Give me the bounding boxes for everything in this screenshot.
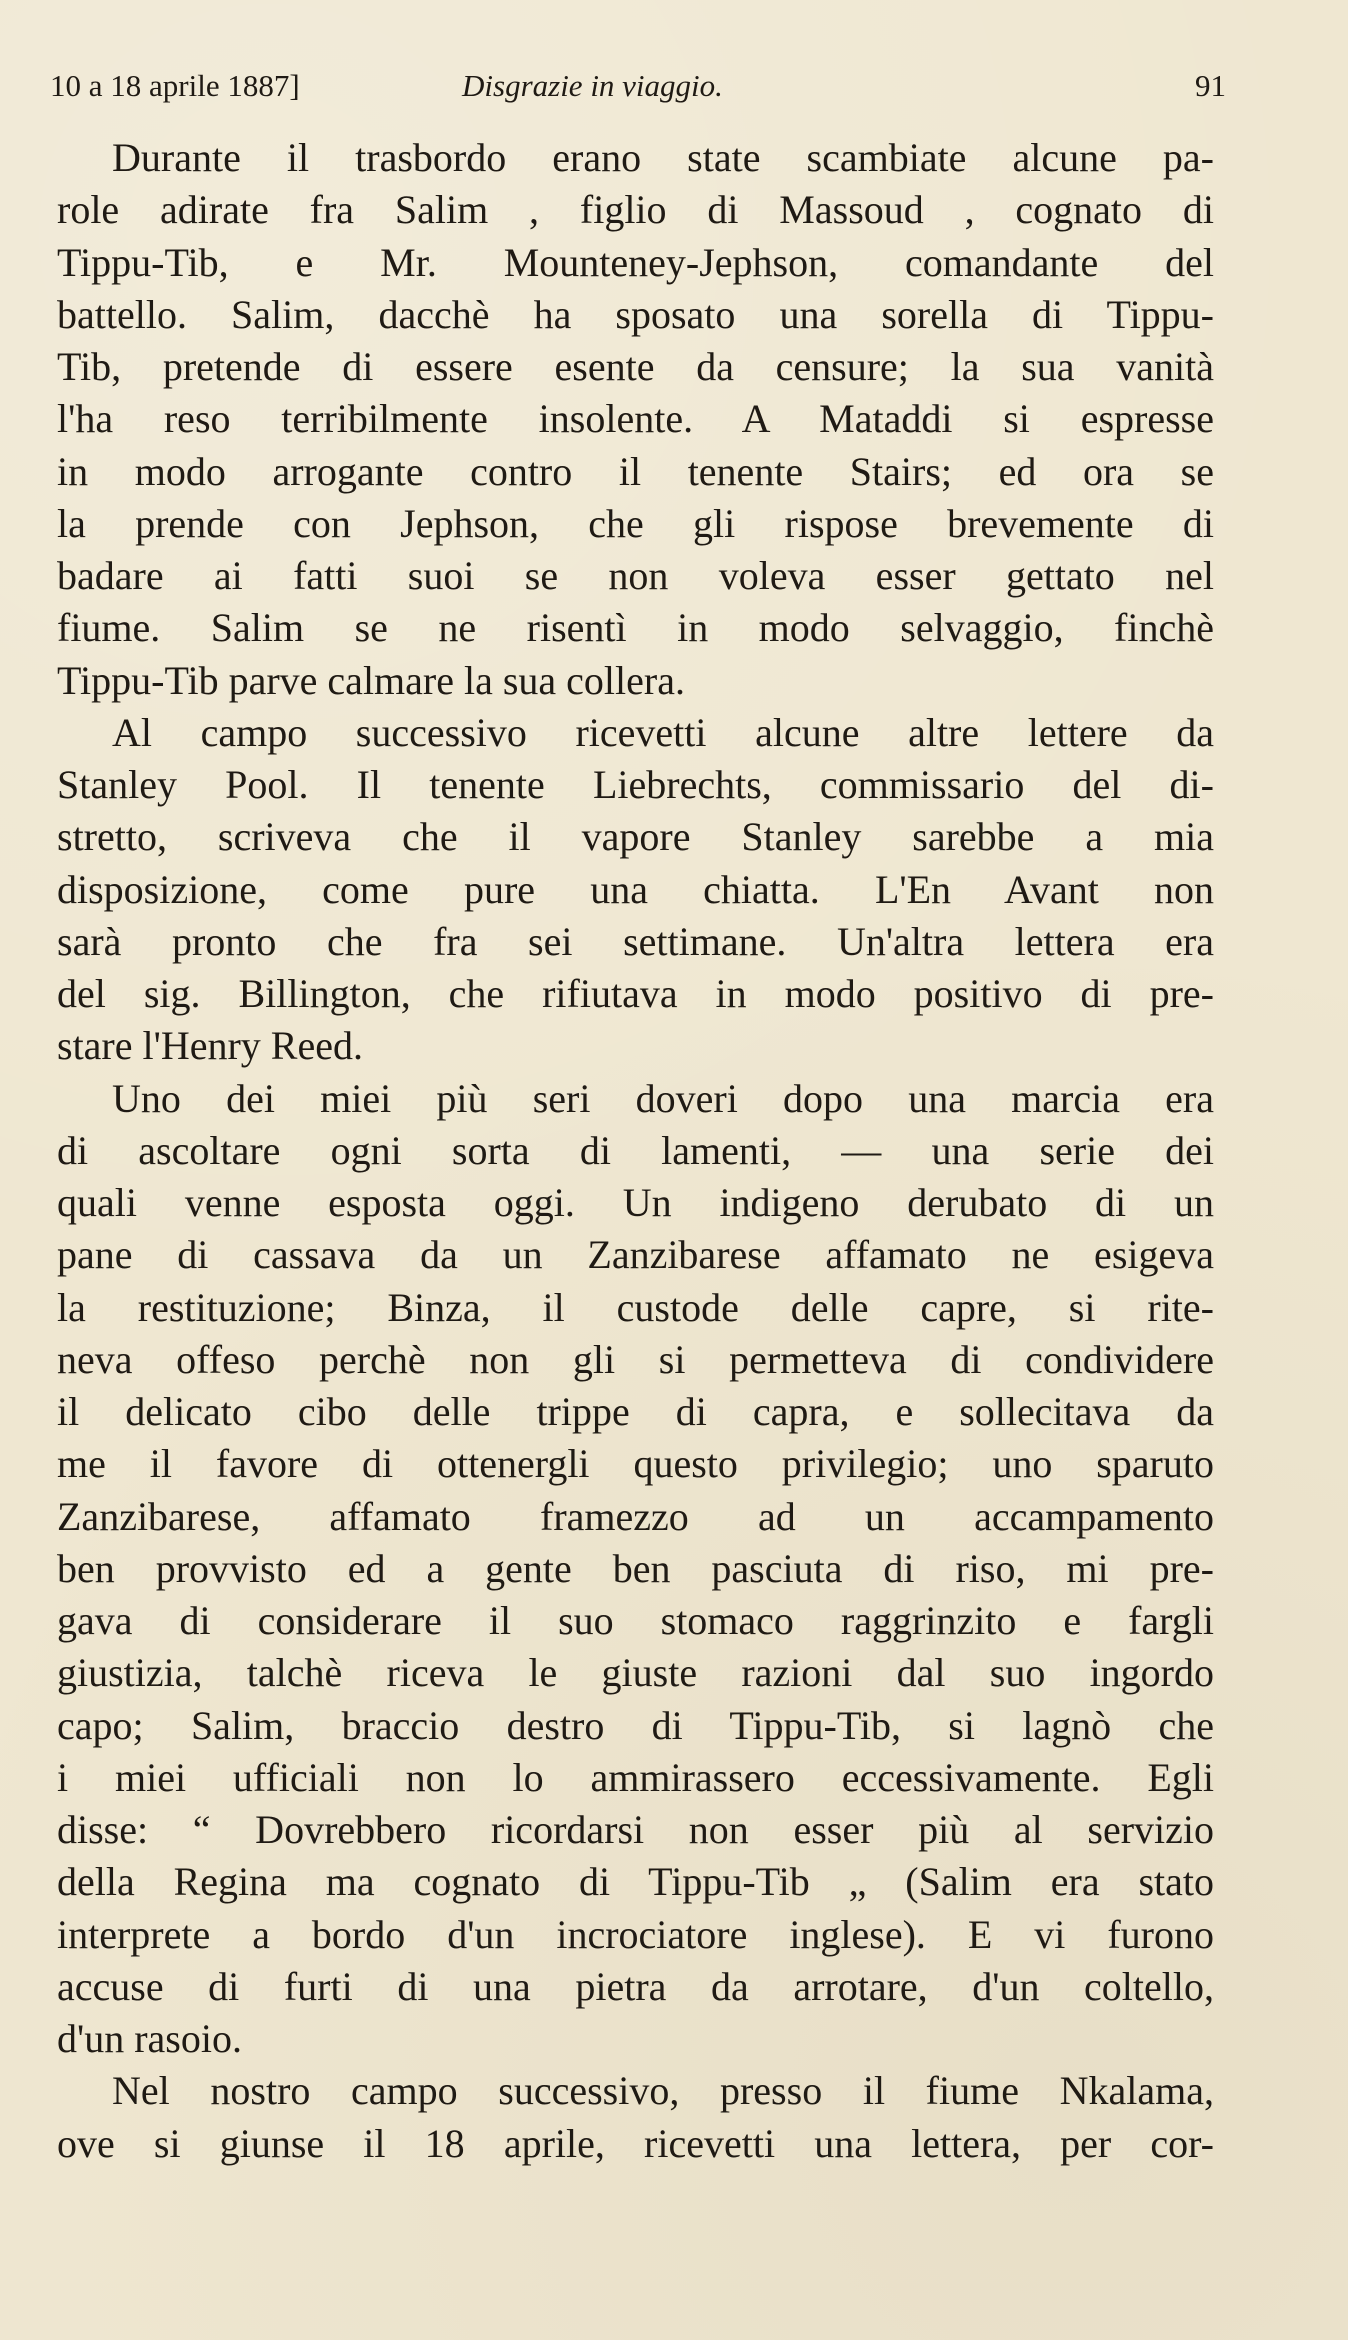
- text-line: di ascoltare ogni sorta di lamenti, — una serie dei: [57, 1127, 1214, 1173]
- text-line: il delicato cibo delle trippe di capra, e sollecitava da: [57, 1389, 1214, 1434]
- body-text: [57, 132, 1214, 2170]
- header-date-range: 10 a 18 aprile 1887]: [50, 68, 300, 103]
- text-line: ove si giunse il 18 aprile, ricevetti una lettera, per cor-: [57, 2120, 1214, 2166]
- text-line: quali venne esposta oggi. Un indigeno derubato di un: [57, 1180, 1214, 1225]
- text-line: in modo arrogante contro il tenente Stairs; ed ora se: [57, 448, 1214, 494]
- text-line: disposizione, come pure una chiatta. L'En Avant non: [57, 866, 1214, 912]
- text-line: badare ai fatti suoi se non voleva esser gettato nel: [57, 553, 1214, 598]
- text-line: Tippu-Tib parve calmare la sua collera.: [57, 657, 685, 703]
- text-line: Zanzibarese, affamato framezzo ad un accampamento: [57, 1493, 1214, 1539]
- text-line: fiume. Salim se ne risentì in modo selvaggio, finchè: [57, 605, 1214, 651]
- text-line: role adirate fra Salim , figlio di Massoud , cognato di: [57, 187, 1214, 233]
- text-line: d'un rasoio.: [57, 2016, 242, 2061]
- text-line: la restituzione; Binza, il custode delle capre, si rite-: [57, 1284, 1214, 1330]
- text-line: gava di considerare il suo stomaco raggrinzito e fargli: [57, 1598, 1214, 1643]
- text-line: neva offeso perchè non gli si permetteva di condividere: [57, 1336, 1214, 1382]
- text-line: sarà pronto che fra sei settimane. Un'altra lettera era: [57, 918, 1214, 964]
- header-chapter-title: Disgrazie in viaggio.: [462, 68, 723, 103]
- text-line: Tippu-Tib, e Mr. Mounteney-Jephson, comandante del: [57, 239, 1214, 285]
- text-line: i miei ufficiali non lo ammirassero eccessivamente. Egli: [57, 1754, 1214, 1800]
- text-line: Uno dei miei più seri doveri dopo una marcia era: [112, 1075, 1214, 1121]
- text-line: Al campo successivo ricevetti alcune altre lettere da: [112, 709, 1214, 755]
- text-line: interprete a bordo d'un incrociatore inglese). E vi furono: [57, 1911, 1214, 1957]
- text-line: ben provvisto ed a gente ben pasciuta di riso, mi pre-: [57, 1545, 1214, 1591]
- text-line: della Regina ma cognato di Tippu-Tib „ (Salim era stato: [57, 1859, 1214, 1905]
- text-line: capo; Salim, braccio destro di Tippu-Tib, si lagnò che: [57, 1702, 1214, 1748]
- text-line: me il favore di ottenergli questo privilegio; uno sparuto: [57, 1441, 1214, 1487]
- text-line: Durante il trasbordo erano state scambiate alcune pa-: [112, 135, 1214, 180]
- text-line: battello. Salim, dacchè ha sposato una sorella di Tippu-: [57, 291, 1214, 337]
- text-line: del sig. Billington, che rifiutava in modo positivo di pre-: [57, 971, 1214, 1016]
- text-line: l'ha reso terribilmente insolente. A Mataddi si espresse: [57, 396, 1214, 442]
- text-line: giustizia, talchè riceva le giuste razioni dal suo ingordo: [57, 1650, 1214, 1696]
- page-number: 91: [1195, 68, 1226, 103]
- text-line: Tib, pretende di essere esente da censure; la sua vanità: [57, 344, 1214, 389]
- text-line: stretto, scriveva che il vapore Stanley sarebbe a mia: [57, 814, 1214, 860]
- text-line: la prende con Jephson, che gli rispose brevemente di: [57, 500, 1214, 546]
- text-line: stare l'Henry Reed.: [57, 1023, 363, 1069]
- text-line: accuse di furti di una pietra da arrotare, d'un coltello,: [57, 1963, 1214, 2009]
- text-line: pane di cassava da un Zanzibarese affamato ne esigeva: [57, 1232, 1214, 1278]
- running-header: [50, 64, 1226, 108]
- text-line: Stanley Pool. Il tenente Liebrechts, commissario del di-: [57, 762, 1214, 807]
- text-line: disse: “ Dovrebbero ricordarsi non esser più al servizio: [57, 1807, 1214, 1852]
- text-line: Nel nostro campo successivo, presso il fiume Nkalama,: [112, 2068, 1214, 2114]
